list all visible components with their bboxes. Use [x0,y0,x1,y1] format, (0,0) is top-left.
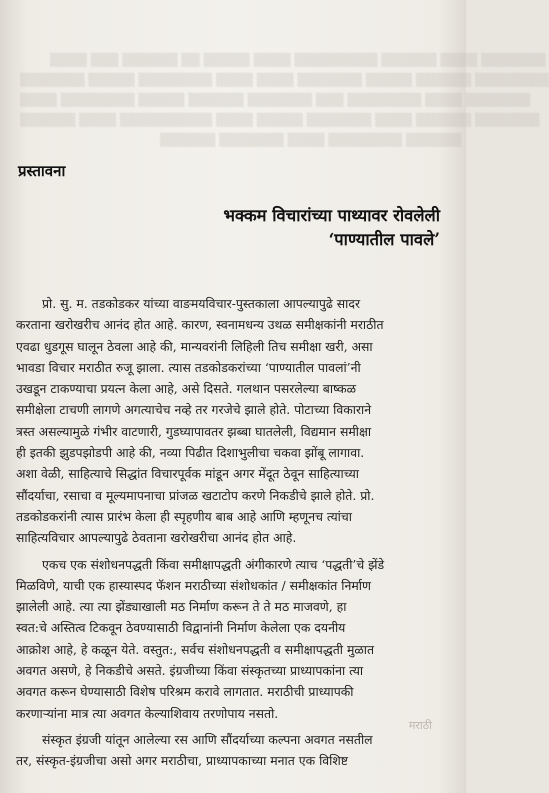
text-line: ही इतकी झुडपझोडपी आहे की, नव्या पिढीत दिशाभुलीचा चकवा झोंबू लागावा. [16,445,365,461]
text-line: झालेली आहे. त्या त्या झेंड्याखाली मठ निर्माण करून ते ते मठ माजवणे, हा [16,599,347,615]
chapter-title [223,204,440,252]
text-line: भावडा विचार मराठीत रुजू झाला. त्यास तडकोडकरांच्या ‘पाण्यातील पावलां’नी [16,359,361,375]
text-line: आक्रोश आहे, हे कळून येते. वस्तुत:, सर्वच संशोधनपद्धती व समीक्षापद्धती मुळात [16,641,375,657]
text-line: मिळविणे, याची एक हास्यास्पद फॅशन मराठीच्या संशोधकांत / समीक्षकांत निर्माण [16,577,371,593]
text-line: एकच एक संशोधनपद्धती किंवा समीक्षापद्धती अंगीकारणे त्याच ‘पद्धती’चे झेंडे [42,556,385,572]
text-line: तर, संस्कृत-इंग्रजीचा असो अगर मराठीचा, प्राध्यापकाच्या मनात एक विशिष्ट [16,753,349,769]
body-text [16,293,442,772]
section-heading: प्रस्तावना [18,162,66,180]
chapter-title-line: भक्कम विचारांच्या पाथ्यावर रोवलेली [223,206,440,225]
text-line: समीक्षेला टाचणी लागणे अगत्याचेच नव्हे तर गरजेचे झाले होते. पोटाच्या विकाराने [16,402,372,418]
text-line: अवगत करून घेण्यासाठी विशेष परिश्रम करावे लागतात. मराठीची प्राध्यापकी [16,684,354,700]
text-line: सौंदर्याचा, रसाचा व मूल्यमापनाचा प्रांजळ खटाटोप करणे निकडीचे झाले होते. प्रो. [16,487,375,503]
text-line: संस्कृत इंग्रजी यांतून आलेल्या रस आणि सौंदर्याच्या कल्पना अवगत नसतील [42,731,373,747]
text-line: करताना खरोखरीच आनंद होत आहे. कारण, स्वनामधन्य उथळ समीक्षकांनी मराठीत [16,317,384,333]
text-line: एवढा धुडगूस घालून ठेवला आहे की, मान्यवरांनी लिहिली तिच समीक्षा खरी, असा [16,338,373,354]
chapter-title-line: ‘पाण्यातील पावले’ [328,230,440,249]
text-line: साहित्यविचार आपल्यापुढे ठेवताना खरोखरीचा आनंद होत आहे. [16,530,297,546]
text-line: प्रो. सु. म. तडकोडकर यांच्या वाङमयविचार-पुस्तकाला आपल्यापुढे सादर [42,296,361,311]
page-marker: मराठी [408,719,432,732]
text-line: स्वत:चे अस्तित्व टिकवून ठेवण्यासाठी विद्वानांनी निर्माण केलेला एक दयनीय [16,620,346,636]
text-line: अवगत असणे, हे निकडीचे असते. इंग्रजीच्या किंवा संस्कृतच्या प्राध्यापकांना त्या [16,663,364,679]
show-through-text: ▒▒▒▒ ▒▒▒ ▒▒▒▒▒▒ ▒▒ ▒▒▒▒▒ ▒▒▒▒ ▒▒▒▒▒▒▒▒▒ ▒▒▒▒▒▒ ▒▒▒▒ ▒▒▒▒▒▒▒ ▒▒▒▒▒▒▒ ▒▒▒▒▒ ▒▒▒▒▒▒▒▒ ▒▒▒▒ ▒▒▒▒ ▒▒▒▒▒▒▒ ▒▒▒▒▒ ▒▒▒▒▒▒ ▒▒▒▒▒▒▒▒ ▒▒▒▒ ▒▒▒▒▒▒▒▒ ▒▒▒▒▒ ▒▒▒▒▒▒ ▒▒▒▒▒▒▒ ▒▒▒ ▒▒▒▒▒▒▒▒ ▒▒▒▒ ▒▒▒▒▒▒▒ ▒▒▒▒▒▒ ▒▒▒▒ ▒▒▒▒▒▒▒▒▒▒ ▒▒▒▒ ▒▒▒▒▒ ▒▒▒▒▒▒▒ ▒▒▒▒ ▒▒▒▒▒▒ ▒▒▒▒▒▒▒ ▒▒▒▒▒▒ ▒▒▒▒▒▒▒ ▒▒▒▒ ▒▒▒▒▒▒▒▒ ▒▒▒▒▒▒ [20,53,549,147]
text-line: तडकोडकरांनी त्यास प्रारंभ केला ही स्पृहणीय बाब आहे आणि म्हणूनच त्यांचा [16,508,352,524]
text-line: त्रस्त असल्यामुळे गंभीर वाटणारी, गुडघ्यापावतर झब्बा घातलेली, विद्यमान समीक्षा [16,423,372,439]
text-line: अशा वेळी, साहित्याचे सिद्धांत विचारपूर्वक मांडून अगर मेंदूत ठेवून साहित्याच्या [16,466,359,482]
text-line: उखडून टाकण्याचा प्रयत्न केला आहे, असे दिसते. गलथान पसरलेल्या बाष्कळ [16,381,357,397]
text-line: करणाऱ्यांना मात्र त्या अवगत केल्याशिवाय तरणोपाय नसतो. [16,705,279,721]
